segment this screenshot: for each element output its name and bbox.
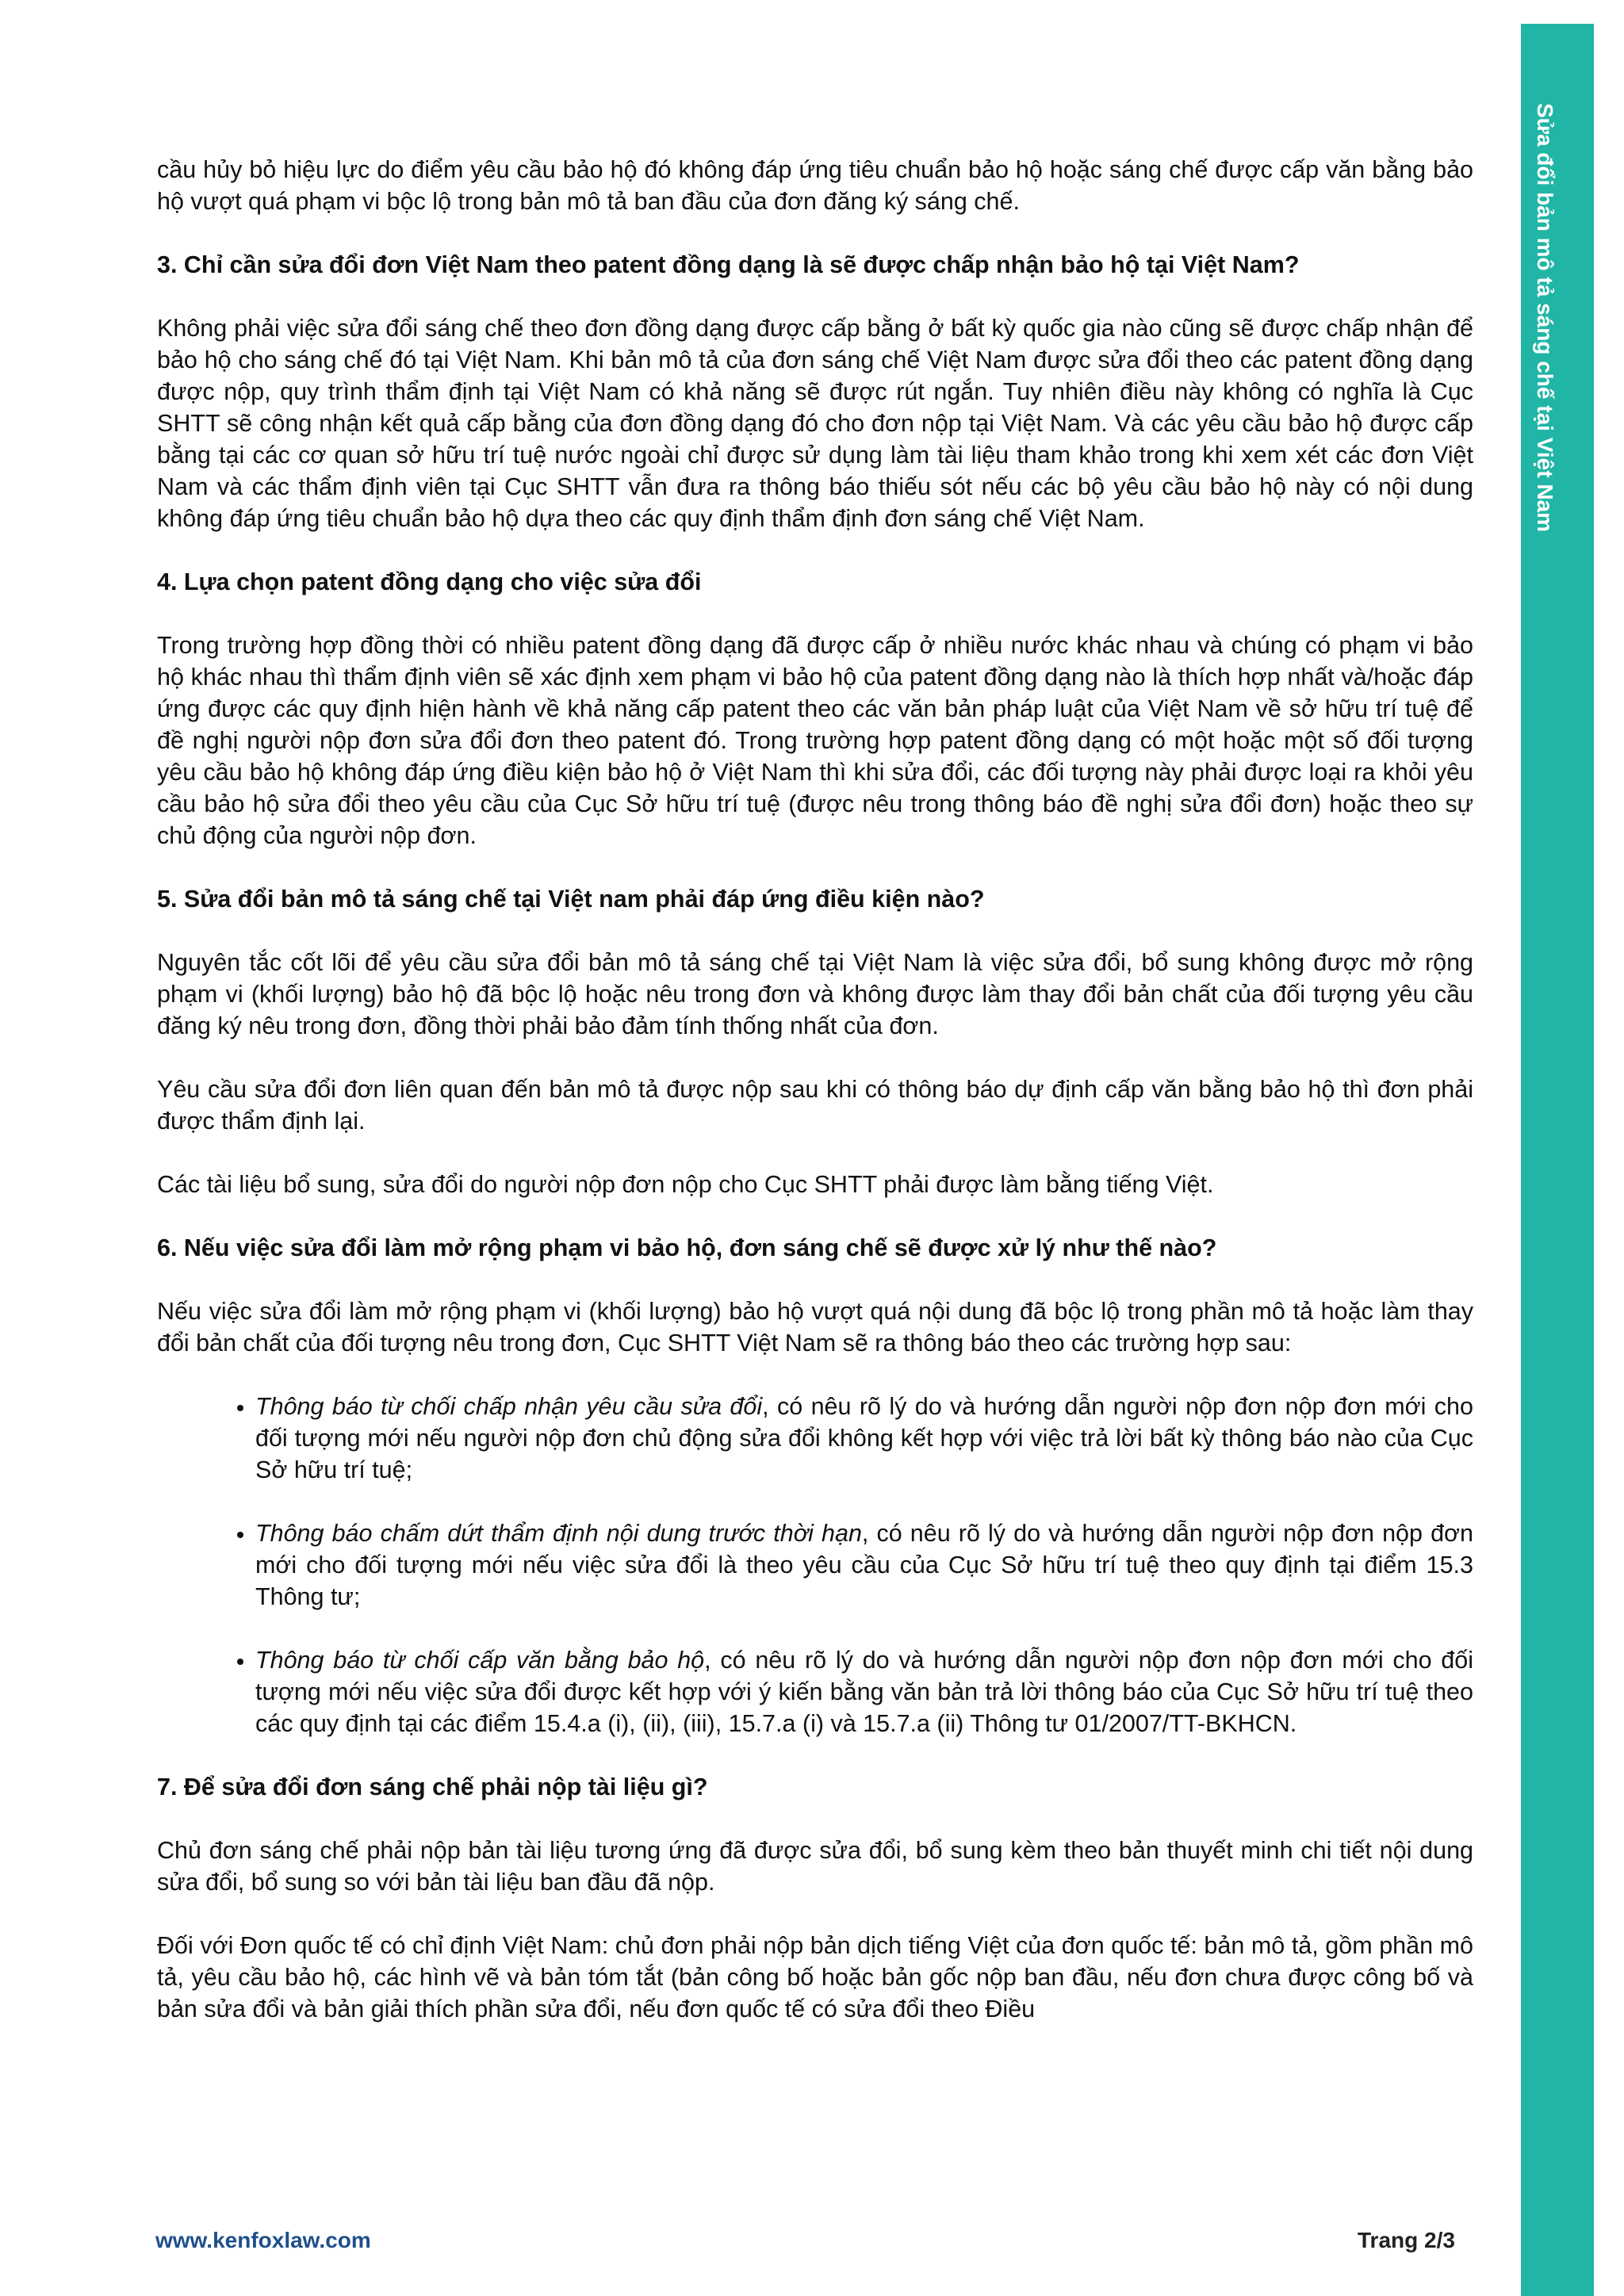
side-title: Sửa đổi bản mô tả sáng chế tại Việt Nam — [1533, 103, 1557, 533]
footer-website-link[interactable]: www.kenfoxlaw.com — [155, 2228, 371, 2252]
section-5-paragraph-1: Nguyên tắc cốt lõi để yêu cầu sửa đổi bản mô tả sáng chế tại Việt Nam là việc sửa đổi, bổ sung không được mở rộng phạm vi (khối lượng) bảo hộ đã bộc lộ hoặc nêu trong đơn và không được làm thay đổi bản chất của đối tượng yêu cầu đăng ký nêu trong đơn, đồng thời phải bảo đảm tính thống nhất của đơn. — [157, 949, 1473, 1039]
section-3-paragraph: Không phải việc sửa đổi sáng chế theo đơn đồng dạng được cấp bằng ở bất kỳ quốc gia nào cũng sẽ được chấp nhận để bảo hộ cho sáng chế đó tại Việt Nam. Khi bản mô tả của đơn sáng chế Việt Nam được sửa đổi theo các patent đồng dạng được nộp, quy trình thẩm định tại Việt Nam có khả năng sẽ được rút ngắn. Tuy nhiên điều này không có nghĩa là Cục SHTT sẽ công nhận kết quả cấp bằng của đơn đồng dạng đó cho đơn nộp tại Việt Nam. Và các yêu cầu bảo hộ được cấp bằng tại các cơ quan sở hữu trí tuệ nước ngoài chỉ được sử dụng làm tài liệu tham khảo trong khi xem xét các đơn Việt Nam và các thẩm định viên tại Cục SHTT vẫn đưa ra thông báo thiếu sót nếu các bộ yêu cầu bảo hộ này có nội dung không đáp ứng tiêu chuẩn bảo hộ dựa theo các quy định thẩm định đơn sáng chế Việt Nam. — [157, 315, 1473, 532]
section-4-paragraph: Trong trường hợp đồng thời có nhiều patent đồng dạng đã được cấp ở nhiều nước khác nhau và chúng có phạm vi bảo hộ khác nhau thì thẩm định viên sẽ xác định xem phạm vi bảo hộ của patent đồng dạng nào là thích hợp nhất và/hoặc đáp ứng được các quy định hiện hành về khả năng cấp patent theo các văn bản pháp luật của Việt Nam về sở hữu trí tuệ để đề nghị người nộp đơn sửa đổi đơn theo patent đó. Trong trường hợp patent đồng dạng có một hoặc một số đối tượng yêu cầu bảo hộ không đáp ứng điều kiện bảo hộ ở Việt Nam thì khi sửa đổi, các đối tượng này phải được loại ra khỏi yêu cầu bảo hộ sửa đổi theo yêu cầu của Cục Sở hữu trí tuệ (được nêu trong thông báo đề nghị sửa đổi đơn) hoặc theo sự chủ động của người nộp đơn. — [157, 632, 1473, 849]
bullet-text: , có nêu rõ lý do và hướng dẫn người nộp đơn nộp đơn mới cho đối tượng mới nếu người nộp đơn chủ động sửa đổi không kết hợp với việc trả lời bất kỳ thông báo nào của Cục Sở hữu trí tuệ; — [255, 1393, 1473, 1483]
document-body — [157, 154, 1473, 2057]
section-7-paragraph-1: Chủ đơn sáng chế phải nộp bản tài liệu tương ứng đã được sửa đổi, bổ sung kèm theo bản thuyết minh chi tiết nội dung sửa đổi, bổ sung so với bản tài liệu ban đầu đã nộp. — [157, 1837, 1473, 1896]
section-6-bullet-list — [157, 1391, 1473, 1739]
bullet-item — [255, 1391, 1473, 1486]
section-5-paragraph-3: Các tài liệu bổ sung, sửa đổi do người nộp đơn nộp cho Cục SHTT phải được làm bằng tiếng Việt. — [157, 1171, 1214, 1198]
footer-page-number: Trang 2/3 — [1358, 2228, 1455, 2252]
bullet-item — [255, 1644, 1473, 1739]
bullet-text: , có nêu rõ lý do và hướng dẫn người nộp đơn nộp đơn mới cho đối tượng mới nếu việc sửa đổi là theo yêu cầu của Cục Sở hữu trí tuệ theo quy định tại điểm 15.3 Thông tư; — [255, 1520, 1473, 1610]
intro-paragraph: cầu hủy bỏ hiệu lực do điểm yêu cầu bảo hộ đó không đáp ứng tiêu chuẩn bảo hộ hoặc sáng chế được cấp văn bằng bảo hộ vượt quá phạm vi bộc lộ trong bản mô tả ban đầu của đơn đăng ký sáng chế. — [157, 156, 1473, 215]
section-6-heading: 6. Nếu việc sửa đổi làm mở rộng phạm vi bảo hộ, đơn sáng chế sẽ được xử lý như thế nào? — [157, 1234, 1217, 1261]
section-6-paragraph: Nếu việc sửa đổi làm mở rộng phạm vi (khối lượng) bảo hộ vượt quá nội dung đã bộc lộ trong phần mô tả hoặc làm thay đổi bản chất của đối tượng nêu trong đơn, Cục SHTT Việt Nam sẽ ra thông báo theo các trường hợp sau: — [157, 1298, 1473, 1357]
section-4-heading: 4. Lựa chọn patent đồng dạng cho việc sửa đổi — [157, 568, 702, 595]
section-3-heading: 3. Chỉ cần sửa đổi đơn Việt Nam theo patent đồng dạng là sẽ được chấp nhận bảo hộ tại Việt Nam? — [157, 251, 1300, 278]
section-7-paragraph-2: Đối với Đơn quốc tế có chỉ định Việt Nam: chủ đơn phải nộp bản dịch tiếng Việt của đơn quốc tế: bản mô tả, gồm phần mô tả, yêu cầu bảo hộ, các hình vẽ và bản tóm tắt (bản công bố hoặc bản gốc nộp ban đầu, nếu đơn chưa được công bố và bản sửa đổi và bản giải thích phần sửa đổi, nếu đơn quốc tế có sửa đổi theo Điều — [157, 1932, 1473, 2022]
bullet-italic-label: Thông báo chấm dứt thẩm định nội dung trước thời hạn — [255, 1520, 862, 1547]
bullet-item — [255, 1517, 1473, 1613]
section-7-heading: 7. Để sửa đổi đơn sáng chế phải nộp tài liệu gì? — [157, 1774, 708, 1800]
section-5-heading: 5. Sửa đổi bản mô tả sáng chế tại Việt nam phải đáp ứng điều kiện nào? — [157, 886, 985, 913]
bullet-italic-label: Thông báo từ chối cấp văn bằng bảo hộ — [255, 1647, 705, 1674]
bullet-text: , có nêu rõ lý do và hướng dẫn người nộp đơn nộp đơn mới cho đối tượng mới nếu việc sửa đổi được kết hợp với ý kiến bằng văn bản trả lời thông báo của Cục Sở hữu trí tuệ theo các quy định tại các điểm 15.4.a (i), (ii), (iii), 15.7.a (i) và 15.7.a (ii) Thông tư 01/2007/TT-BKHCN. — [255, 1647, 1473, 1737]
section-5-paragraph-2: Yêu cầu sửa đổi đơn liên quan đến bản mô tả được nộp sau khi có thông báo dự định cấp văn bằng bảo hộ thì đơn phải được thẩm định lại. — [157, 1076, 1473, 1135]
bullet-italic-label: Thông báo từ chối chấp nhận yêu cầu sửa đổi — [255, 1393, 763, 1420]
